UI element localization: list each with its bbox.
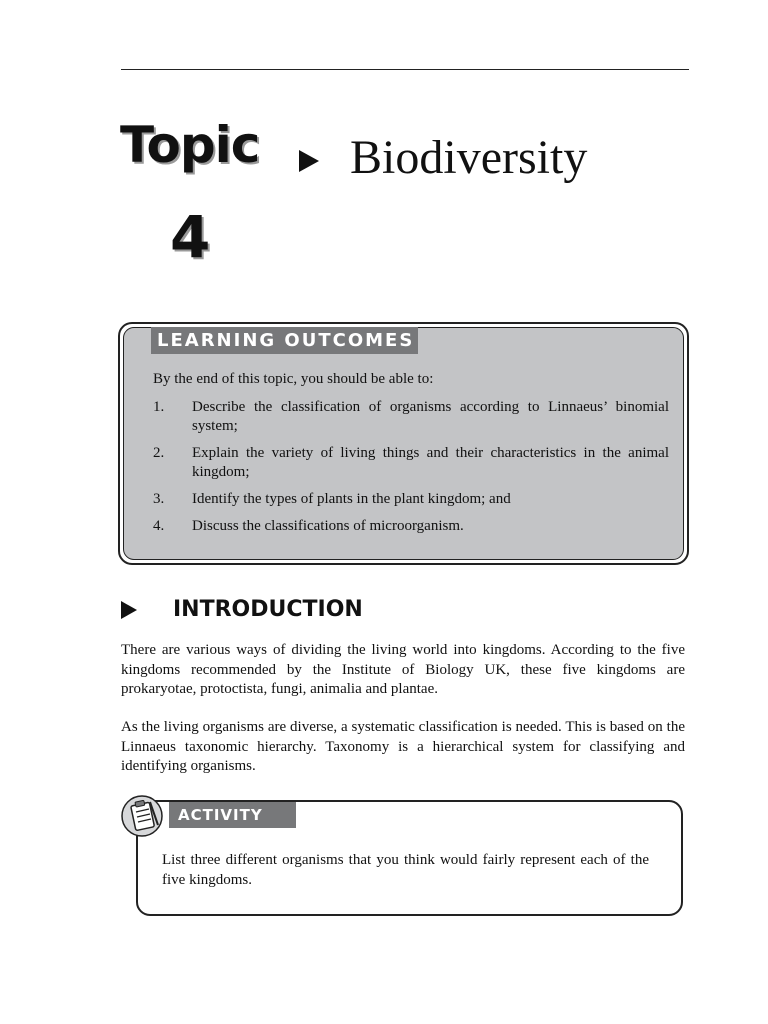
- introduction-paragraph-2: As the living organisms are diverse, a systematic classification is needed. This is based on the Linnaeus taxonomic hierarchy. Taxonomy is a hierarchical system for classifying and identifying organisms.: [121, 719, 685, 774]
- list-item-number: 3.: [153, 491, 165, 507]
- learning-outcomes-intro: By the end of this topic, you should be able to:: [153, 371, 434, 387]
- list-item: [153, 490, 669, 509]
- clipboard-icon: [120, 792, 166, 838]
- list-item-text: Explain the variety of living things and their characteristics in the animal kingdom;: [192, 445, 669, 480]
- list-item-number: 4.: [153, 518, 165, 534]
- list-item-number: 2.: [153, 445, 165, 461]
- topic-label: Topic: [120, 116, 260, 174]
- activity-text: List three different organisms that you think would fairly represent each of the five kingdoms.: [162, 852, 649, 888]
- topic-title: Biodiversity: [350, 131, 588, 184]
- learning-outcomes-heading: LEARNING OUTCOMES: [151, 327, 418, 354]
- list-item-text: Discuss the classifications of microorganism.: [192, 518, 464, 534]
- list-item: [153, 398, 669, 436]
- activity-heading: ACTIVITY 4.1: [169, 802, 296, 828]
- section-arrow-icon: [121, 601, 137, 619]
- list-item: [153, 517, 669, 536]
- topic-arrow-icon: [299, 150, 319, 172]
- topic-number: 4: [170, 203, 211, 271]
- header-rule: [121, 69, 689, 70]
- list-item-number: 1.: [153, 399, 165, 415]
- list-item-text: Identify the types of plants in the plant kingdom; and: [192, 491, 511, 507]
- introduction-heading: INTRODUCTION: [173, 597, 363, 622]
- list-item: [153, 444, 669, 482]
- list-item-text: Describe the classification of organisms according to Linnaeus’ binomial system;: [192, 399, 669, 434]
- introduction-paragraph-1: There are various ways of dividing the living world into kingdoms. According to the five kingdoms recommended by the Institute of Biology UK, these five kingdoms are prokaryotae, protoctista, fungi, animalia and plantae.: [121, 642, 685, 697]
- learning-outcomes-list: [153, 398, 669, 544]
